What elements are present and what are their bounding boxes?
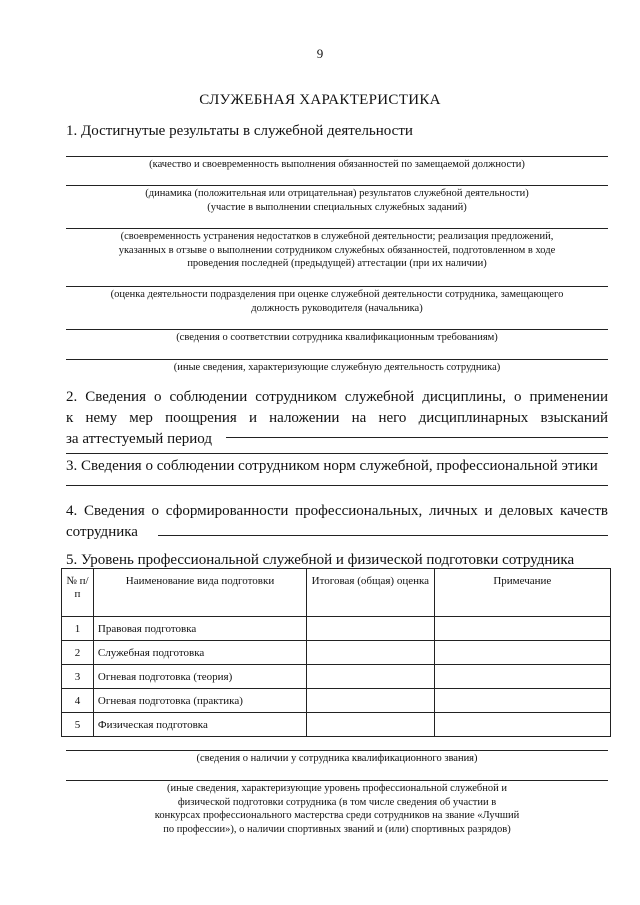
fill-line[interactable] — [66, 185, 608, 186]
fill-line[interactable] — [66, 359, 608, 360]
fill-line[interactable] — [66, 453, 608, 454]
row-note-cell[interactable] — [434, 665, 610, 689]
row-number: 2 — [62, 641, 94, 665]
caption: (иные сведения, характеризующие уровень профессиональной служебной и физической подготовки сотрудника (в том числе сведения об участии в конкурсах профессионального мастерства среди сотрудников на звание «Лучший по профессии»), о наличии спортивных званий и (или) спортивных разрядов) — [154, 783, 520, 835]
section2-line: к нему мер поощрения и наложении на него дисциплинарных взысканий — [66, 410, 608, 426]
section5-heading: 5. Уровень профессиональной служебной и физической подготовки сотрудника — [66, 552, 575, 568]
caption: (качество и своевременность выполнения обязанностей по замещаемой должности) — [149, 159, 525, 170]
fill-line[interactable] — [66, 485, 608, 486]
row-training-name: Огневая подготовка (теория) — [93, 665, 306, 689]
header-note: Примечание — [434, 569, 610, 617]
table-row — [62, 713, 611, 737]
training-table — [61, 568, 611, 737]
table-row — [62, 689, 611, 713]
fill-line[interactable] — [66, 228, 608, 229]
row-training-name: Правовая подготовка — [93, 617, 306, 641]
row-number: 1 — [62, 617, 94, 641]
row-training-name: Служебная подготовка — [93, 641, 306, 665]
table-row — [62, 641, 611, 665]
row-number: 3 — [62, 665, 94, 689]
caption: (оценка деятельности подразделения при оценке служебной деятельности сотрудника, замещающего должность руководителя (начальника) — [110, 289, 564, 314]
row-grade-cell[interactable] — [307, 617, 435, 641]
fill-line[interactable] — [66, 329, 608, 330]
section3-text: 3. Сведения о соблюдении сотрудником норм служебной, профессиональной этики — [66, 458, 598, 474]
page-number: 9 — [316, 46, 324, 61]
row-note-cell[interactable] — [434, 617, 610, 641]
fill-line[interactable] — [66, 156, 608, 157]
row-number: 5 — [62, 713, 94, 737]
caption: (динамика (положительная или отрицательная) результатов служебной деятельности) (участие в выполнении специальных служебных заданий) — [145, 188, 529, 213]
caption: (сведения о наличии у сотрудника квалификационного звания) — [196, 753, 478, 764]
section2-line: за аттестуемый период — [66, 431, 212, 447]
section4-line: 4. Сведения о сформированности профессиональных, личных и деловых качеств — [66, 503, 608, 519]
caption: (своевременность устранения недостатков в служебной деятельности; реализация предложений, указанных в отзыве о выполнении сотрудником служебных обязанностей, подготовленном в ходе проведения последней (предыдущей) аттестации (при их наличии) — [118, 231, 556, 270]
section4 — [66, 501, 608, 543]
caption: (сведения о соответствии сотрудника квалификационным требованиям) — [176, 332, 498, 343]
row-grade-cell[interactable] — [307, 689, 435, 713]
fill-line[interactable] — [66, 286, 608, 287]
table-row — [62, 617, 611, 641]
header-number: № п/п — [62, 569, 94, 617]
row-grade-cell[interactable] — [307, 665, 435, 689]
section1-heading: 1. Достигнутые результаты в служебной деятельности — [66, 123, 413, 139]
fill-line[interactable] — [66, 750, 608, 751]
row-note-cell[interactable] — [434, 689, 610, 713]
row-note-cell[interactable] — [434, 641, 610, 665]
section2-line: 2. Сведения о соблюдении сотрудником служебной дисциплины, о применении — [66, 389, 608, 405]
section2 — [66, 387, 608, 450]
header-grade: Итоговая (общая) оценка — [307, 569, 435, 617]
fill-line[interactable] — [66, 780, 608, 781]
row-note-cell[interactable] — [434, 713, 610, 737]
section4-line: сотрудника — [66, 524, 138, 540]
row-training-name: Огневая подготовка (практика) — [93, 689, 306, 713]
caption: (иные сведения, характеризующие служебную деятельность сотрудника) — [173, 362, 501, 373]
fill-line[interactable] — [158, 535, 608, 536]
document-title: СЛУЖЕБНАЯ ХАРАКТЕРИСТИКА — [199, 92, 441, 108]
table-row — [62, 665, 611, 689]
row-grade-cell[interactable] — [307, 641, 435, 665]
row-number: 4 — [62, 689, 94, 713]
header-training-type: Наименование вида подготовки — [93, 569, 306, 617]
row-training-name: Физическая подготовка — [93, 713, 306, 737]
fill-line[interactable] — [226, 437, 608, 438]
row-grade-cell[interactable] — [307, 713, 435, 737]
